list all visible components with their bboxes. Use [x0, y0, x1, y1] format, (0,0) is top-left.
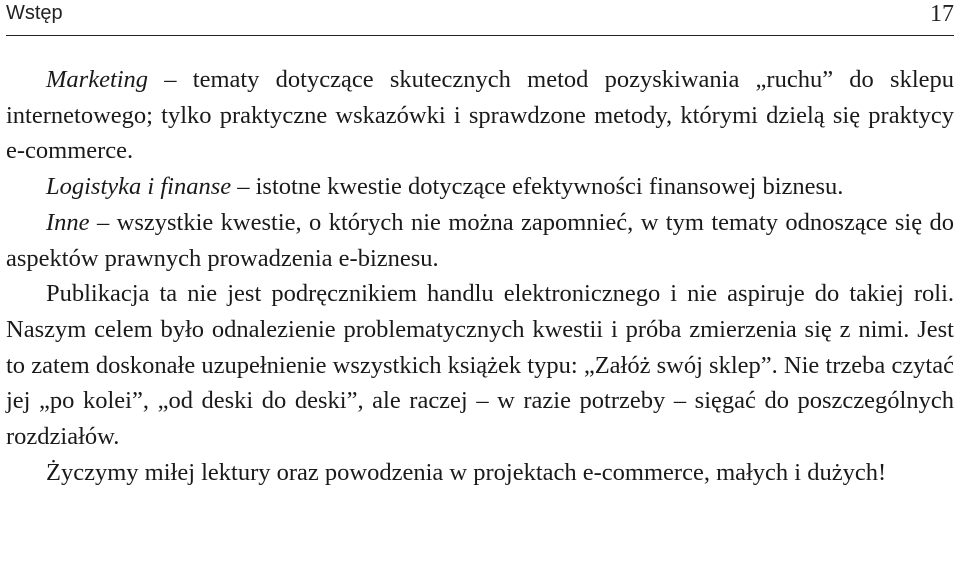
- paragraph-text: Życzymy miłej lektury oraz powodzenia w projektach e-commerce, małych i dużych!: [46, 458, 887, 486]
- paragraph-text: – wszystkie kwestie, o których nie można zapomnieć, w tym tematy odnoszące się do aspektów prawnych prowadzenia e-biznesu.: [6, 208, 954, 272]
- running-header: [6, 0, 954, 36]
- paragraph-publication-scope: [6, 276, 954, 455]
- paragraph-other: [6, 205, 954, 276]
- section-title: Wstęp: [6, 2, 63, 24]
- page-number: 17: [930, 1, 954, 27]
- paragraph-logistics-finance: [6, 169, 954, 205]
- page-body: [6, 62, 954, 490]
- paragraph-text: – tematy dotyczące skutecznych metod pozyskiwania „ruchu” do sklepu internetowego; tylko praktyczne wskazówki i sprawdzone metody, którymi dzielą się praktycy e-commerce.: [6, 66, 954, 165]
- term-logistics-finance: Logistyka i finanse: [46, 173, 232, 201]
- paragraph-text: – istotne kwestie dotyczące efektywności finansowej biznesu.: [231, 173, 844, 201]
- paragraph-marketing: [6, 62, 954, 169]
- term-other: Inne: [46, 208, 90, 236]
- paragraph-closing-wishes: [6, 455, 954, 491]
- term-marketing: Marketing: [46, 66, 149, 93]
- paragraph-text: Publikacja ta nie jest podręcznikiem handlu elektronicznego i nie aspiruje do takiej roli. Naszym celem było odnalezienie problematycznych kwestii i próba zmierzenia się z nimi. Jest to zatem doskonałe uzupełnienie wszystkich książek typu: „Załóż swój sklep”. Nie trzeba czytać jej „po kolei”, „od deski do deski”, ale raczej – w razie potrzeby – sięgać do poszczególnych rozdziałów.: [6, 280, 954, 451]
